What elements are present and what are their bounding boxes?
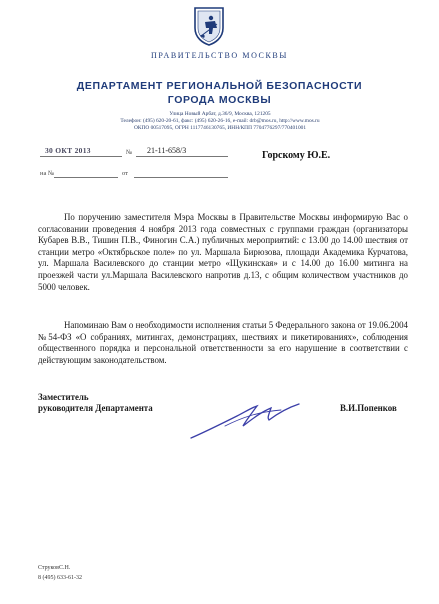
body-paragraph-1: По поручению заместителя Мэра Москвы в Правительстве Москвы информирую Вас о согласовании проведения 4 ноября 2013 года совместных с группами граждан (организаторы Кубарев В.В., Тишин П.В., Финогин С.А.) публичных мероприятий: с 13.00 до 14.00 шествия от станции метро «Октябрьское поле» по ул. Маршала Бирюзова, площади Академика Курчатова, ул. Маршала Василевского до станции метро «Щукинская» и с 14.00 до 16.00 митинга на проезжей части ул.Маршала Василевского напротив д.13, с общим количеством участников до 5000 человек. (38, 212, 408, 292)
signatory-position-line2: руководителя Департамента (38, 403, 153, 414)
signatory-position (38, 392, 153, 415)
department-address: Улица Новый Арбат, д.36/9, Москва, 121205 (169, 111, 271, 117)
executor-name: СтруковС.Н. (38, 565, 71, 571)
department-contacts: Телефон: (495) 620-20-61, факс: (495) 620-26-16, e-mail: drb@mos.ru, http://www.mos.ru (120, 118, 320, 124)
outgoing-number: 21-11-658/3 (147, 146, 187, 155)
date-stamp: 30 ОКТ 2013 (45, 146, 91, 155)
moscow-coat-of-arms-icon (193, 6, 225, 46)
number-sign-label: № (126, 149, 133, 156)
incoming-date-label: от (122, 170, 129, 177)
number-underline (136, 156, 228, 157)
incoming-date-underline (134, 177, 228, 178)
department-name-line1: ДЕПАРТАМЕНТ РЕГИОНАЛЬНОЙ БЕЗОПАСНОСТИ (76, 80, 363, 92)
date-underline (40, 156, 122, 157)
department-name-line2: ГОРОДА МОСКВЫ (167, 94, 272, 106)
signatory-name: В.И.Попенков (340, 403, 397, 413)
government-title: ПРАВИТЕЛЬСТВО МОСКВЫ (151, 51, 288, 60)
incoming-number-label: на № (40, 170, 55, 177)
recipient-name: Горскому Ю.Е. (262, 150, 331, 161)
signatory-position-line1: Заместитель (38, 392, 89, 402)
body-paragraph-2: Напоминаю Вам о необходимости исполнения статьи 5 Федерального закона от 19.06.2004 №54-ФЗ «О собраниях, митингах, демонстрациях, шествиях и пикетированиях», соблюдения общественного порядка и персональной ответственности за его нарушение в соответствии с действующим законодательством. (38, 320, 408, 365)
department-requisites: ОКПО 00517095, ОГРН 1117746130765, ИНН/КПП 7704776297/770401001 (133, 125, 307, 131)
executor-phone: 8 (495) 633-61-32 (38, 575, 82, 581)
incoming-number-underline (54, 177, 118, 178)
handwritten-signature (185, 396, 305, 444)
